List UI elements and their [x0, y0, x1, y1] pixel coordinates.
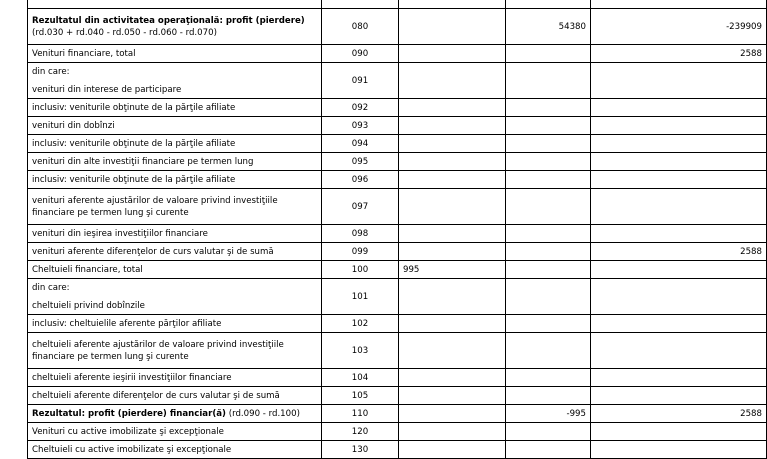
row-label-cell: [28, 405, 322, 423]
value-col-2: [506, 387, 591, 405]
value-col-2: [506, 135, 591, 153]
row-label-cell: [28, 99, 322, 117]
table-row: [28, 333, 767, 369]
value-col-1: [399, 171, 506, 189]
row-label-cell: [28, 45, 322, 63]
value-col-3: [591, 63, 767, 99]
table-row: [28, 369, 767, 387]
value-col-1: [399, 99, 506, 117]
row-label: cheltuieli aferente ieşirii investiţiilor financiare: [32, 372, 232, 383]
row-label: cheltuieli aferente diferenţelor de curs valutar şi de sumă: [32, 390, 280, 401]
table-row: [28, 135, 767, 153]
table-row: [28, 315, 767, 333]
row-code: 110: [322, 405, 399, 423]
row-label: inclusiv: veniturile obţinute de la părţile afiliate: [32, 102, 236, 113]
row-label-cell: [28, 387, 322, 405]
value-col-2: -995: [506, 405, 591, 423]
table-row: [28, 243, 767, 261]
table-row: [28, 387, 767, 405]
table-row: [28, 171, 767, 189]
value-col-1: [399, 0, 506, 9]
value-col-2: [506, 315, 591, 333]
row-label: inclusiv: veniturile obţinute de la părţile afiliate: [32, 174, 236, 185]
row-code: 097: [322, 189, 399, 225]
row-label: venituri din alte investiţii financiare pe termen lung: [32, 156, 254, 167]
value-col-1: 995: [399, 261, 506, 279]
table-row: [28, 45, 767, 63]
value-col-3: [591, 441, 767, 459]
row-label: venituri aferente diferenţelor de curs valutar şi de sumă: [32, 246, 274, 257]
financial-report-table: [27, 0, 767, 459]
value-col-2: [506, 45, 591, 63]
value-col-1: [399, 189, 506, 225]
row-label-cell: [28, 315, 322, 333]
value-col-2: [506, 261, 591, 279]
value-col-1: [399, 387, 506, 405]
row-code: 091: [322, 63, 399, 99]
row-label-cell: [28, 9, 322, 45]
value-col-1: [399, 243, 506, 261]
row-formula: (rd.030 + rd.040 - rd.050 - rd.060 - rd.070): [32, 27, 217, 38]
value-col-3: [591, 153, 767, 171]
row-label-secondary: cheltuieli privind dobînzile: [32, 300, 145, 311]
value-col-2: [506, 99, 591, 117]
value-col-3: -239909: [591, 9, 767, 45]
value-col-3: 2588: [591, 405, 767, 423]
row-code: 099: [322, 243, 399, 261]
value-col-3: [591, 315, 767, 333]
value-col-2: [506, 333, 591, 369]
row-label: din care:: [32, 66, 70, 77]
table-row: [28, 279, 767, 315]
row-label: cheltuieli aferente ajustărilor de valoare privind investiţiile financiare pe termen lung şi curente: [32, 339, 284, 362]
value-col-2: [506, 0, 591, 9]
value-col-3: [591, 117, 767, 135]
value-col-1: [399, 333, 506, 369]
value-col-1: [399, 45, 506, 63]
table-row: [28, 405, 767, 423]
row-label-secondary: venituri din interese de participare: [32, 84, 182, 95]
row-code: 096: [322, 171, 399, 189]
row-label-cell: [28, 0, 322, 9]
row-code: 103: [322, 333, 399, 369]
value-col-2: [506, 63, 591, 99]
financial-report-body: [28, 0, 767, 459]
value-col-1: [399, 63, 506, 99]
row-code: 100: [322, 261, 399, 279]
value-col-3: [591, 333, 767, 369]
row-label: venituri din dobînzi: [32, 120, 115, 131]
row-code: 080: [322, 9, 399, 45]
row-code: [322, 0, 399, 9]
value-col-3: 2588: [591, 45, 767, 63]
value-col-3: [591, 387, 767, 405]
table-row: [28, 423, 767, 441]
table-row: [28, 117, 767, 135]
table-row: [28, 261, 767, 279]
row-code: 120: [322, 423, 399, 441]
value-col-2: [506, 243, 591, 261]
value-col-2: [506, 225, 591, 243]
value-col-2: [506, 441, 591, 459]
row-label-cell: [28, 261, 322, 279]
row-label: Rezultatul din activitatea operaţională: profit (pierdere): [32, 15, 305, 26]
table-row: [28, 9, 767, 45]
row-label-cell: [28, 369, 322, 387]
value-col-2: [506, 171, 591, 189]
value-col-3: [591, 0, 767, 9]
row-label-cell: [28, 279, 322, 315]
value-col-3: [591, 369, 767, 387]
row-label-cell: [28, 63, 322, 99]
value-col-1: [399, 423, 506, 441]
value-col-3: [591, 423, 767, 441]
value-col-2: [506, 117, 591, 135]
value-col-1: [399, 279, 506, 315]
row-label-cell: [28, 441, 322, 459]
row-label-cell: [28, 153, 322, 171]
value-col-1: [399, 225, 506, 243]
row-code: 098: [322, 225, 399, 243]
row-code: 095: [322, 153, 399, 171]
row-label: Cheltuieli cu active imobilizate şi excepţionale: [32, 444, 232, 455]
row-label: inclusiv: cheltuielile aferente părţilor afiliate: [32, 318, 222, 329]
value-col-3: [591, 261, 767, 279]
row-code: 102: [322, 315, 399, 333]
value-col-3: [591, 189, 767, 225]
value-col-2: [506, 423, 591, 441]
row-formula: (rd.090 - rd.100): [225, 408, 300, 419]
row-label-cell: [28, 135, 322, 153]
value-col-1: [399, 441, 506, 459]
value-col-3: [591, 135, 767, 153]
value-col-1: [399, 135, 506, 153]
row-label-cell: [28, 225, 322, 243]
value-col-2: [506, 369, 591, 387]
row-code: 130: [322, 441, 399, 459]
table-row: [28, 0, 767, 9]
row-label: Venituri financiare, total: [32, 48, 136, 59]
row-label-cell: [28, 117, 322, 135]
row-code: 093: [322, 117, 399, 135]
value-col-1: [399, 153, 506, 171]
table-row: [28, 189, 767, 225]
row-code: 092: [322, 99, 399, 117]
row-code: 104: [322, 369, 399, 387]
value-col-3: [591, 99, 767, 117]
row-label: venituri din ieşirea investiţiilor financiare: [32, 228, 208, 239]
value-col-3: [591, 279, 767, 315]
table-row: [28, 153, 767, 171]
row-code: 101: [322, 279, 399, 315]
row-label: Cheltuieli financiare, total: [32, 264, 143, 275]
value-col-2: 54380: [506, 9, 591, 45]
value-col-1: [399, 117, 506, 135]
table-row: [28, 225, 767, 243]
row-code: 090: [322, 45, 399, 63]
row-label-cell: [28, 333, 322, 369]
row-label-cell: [28, 189, 322, 225]
row-label-cell: [28, 171, 322, 189]
value-col-1: [399, 369, 506, 387]
value-col-1: [399, 9, 506, 45]
value-col-2: [506, 189, 591, 225]
row-label-cell: [28, 243, 322, 261]
row-label: inclusiv: veniturile obţinute de la părţile afiliate: [32, 138, 236, 149]
value-col-3: 2588: [591, 243, 767, 261]
row-code: 105: [322, 387, 399, 405]
row-label: Venituri cu active imobilizate şi excepţionale: [32, 426, 224, 437]
table-row: [28, 99, 767, 117]
row-code: 094: [322, 135, 399, 153]
value-col-1: [399, 315, 506, 333]
value-col-1: [399, 405, 506, 423]
row-label: din care:: [32, 282, 70, 293]
value-col-3: [591, 225, 767, 243]
row-label: venituri aferente ajustărilor de valoare privind investiţiile financiare pe termen lung şi curente: [32, 195, 278, 218]
table-row: [28, 441, 767, 459]
value-col-2: [506, 153, 591, 171]
value-col-2: [506, 279, 591, 315]
table-row: [28, 63, 767, 99]
value-col-3: [591, 171, 767, 189]
row-label: Rezultatul: profit (pierdere) financiar(ă): [32, 408, 226, 419]
row-label-cell: [28, 423, 322, 441]
